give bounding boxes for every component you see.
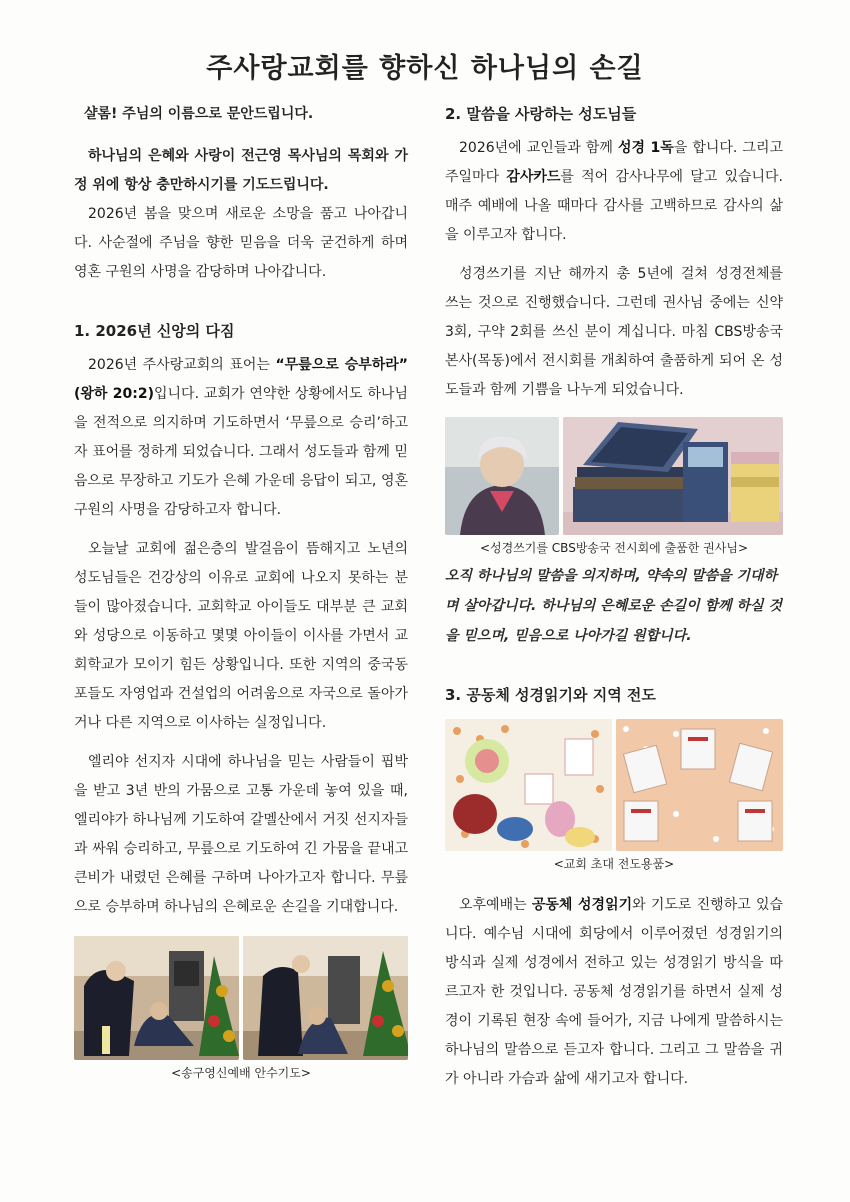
page-title: 주사랑교회를 향하신 하나님의 손길 [206, 53, 644, 84]
blessing: 하나님의 은혜와 사랑이 전근영 목사님의 목회와 가정 위에 항상 충만하시기를 기도드립니다. [74, 148, 408, 193]
section2-paragraph2: 성경쓰기를 지난 해까지 총 5년에 걸쳐 성경전체를 쓰는 것으로 진행했습니다. 그런데 권사님 중에는 신약 3회, 구약 2회를 쓰신 분이 계십니다. 마침 CBS방송국 본사(목동)에서 전시회를 개최하여 출품하게 되어 온 성도들과 함께 기쁨을 나누게 되었습니다. [445, 266, 783, 398]
section1-paragraph2: 오늘날 교회에 젊은층의 발걸음이 뜸해지고 노년의 성도님들은 건강상의 이유로 교회에 나오지 못하는 분들이 많아졌습니다. 교회학교 아이들도 대부분 큰 교회와 성당으로 이동하고 몇몇 아이들이 이사를 가면서 교회학교가 모이기 힘든 상황입니다. 또한 지역의 중국동포들도 자영업과 건설업의 어려움으로 자국으로 돌아가거나 다른 지역으로 이사하는 실정입니다. [74, 541, 408, 731]
prayer-caption: <송구영신예배 안수기도> [171, 1066, 311, 1080]
evangelism-photo-1 [445, 719, 612, 851]
right-column [445, 102, 783, 1094]
bible-notebooks-photo [563, 417, 783, 535]
evangelism-caption: <교회 초대 전도용품> [553, 857, 675, 871]
section2-heading: 2. 말씀을 사랑하는 성도님들 [445, 105, 637, 123]
handwritten-note: 오직 하나님의 말씀을 의지하며, 약속의 말씀을 기대하며 살아갑니다. 하나님의 은혜로운 손길이 함께 하실 것을 믿으며, 믿음으로 나아가길 원합니다. [445, 568, 782, 644]
prayer-photos [74, 936, 408, 1060]
elder-photo [445, 417, 559, 535]
prayer-photo-2 [243, 936, 408, 1060]
motto: “무릎으로 승부하라” (왕하 20:2) [74, 357, 408, 402]
section3-heading: 3. 공동체 성경읽기와 지역 전도 [445, 686, 656, 704]
section1-heading: 1. 2026년 신앙의 다짐 [74, 322, 235, 340]
evangelism-photos [445, 719, 783, 851]
left-column [74, 102, 408, 1086]
greeting: 샬롬! 주님의 이름으로 문안드립니다. [84, 106, 314, 122]
bible-writing-caption: <성경쓰기를 CBS방송국 전시회에 출품한 권사님> [479, 541, 749, 555]
bible-writing-photos [445, 417, 783, 535]
prayer-photo-1 [74, 936, 239, 1060]
intro-paragraph: 2026년 봄을 맞으며 새로운 소망을 품고 나아갑니다. 사순절에 주님을 향한 믿음을 더욱 굳건하게 하며 영혼 구원의 사명을 감당하며 나아갑니다. [74, 206, 408, 280]
section1-paragraph3: 엘리야 선지자 시대에 하나님을 믿는 사람들이 핍박을 받고 3년 반의 가뭄으로 고통 가운데 놓여 있을 때, 엘리야가 하나님께 기도하여 갈멜산에서 거짓 선지자들과 싸워 승리하고, 무릎으로 기도하여 긴 가뭄을 끝내고 큰비가 내렸던 은혜를 구하며 나아가고자 합니다. 무릎으로 승부하며 하나님의 은혜로운 손길을 기대합니다. [74, 754, 408, 915]
section1-paragraph1: 2026년 주사랑교회의 표어는 “무릎으로 승부하라” (왕하 20:2)입니다. 교회가 연약한 상황에서도 하나님을 전적으로 의지하며 기도하면서 ‘무릎으로 승리’하고자 표어를 정하게 되었습니다. 그래서 성도들과 함께 믿음으로 무장하고 기도가 은혜 가운데 응답이 되고, 영혼 구원의 사명을 감당하고자 합니다. [74, 357, 408, 518]
section2-paragraph1: 2026년에 교인들과 함께 성경 1독을 합니다. 그리고 주일마다 감사카드를 적어 감사나무에 달고 있습니다. 매주 예배에 나올 때마다 감사를 고백하므로 감사의 삶을 이루고자 합니다. [445, 140, 784, 243]
section3-paragraph: 오후예배는 공동체 성경읽기와 기도로 진행하고 있습니다. 예수님 시대에 회당에서 이루어졌던 성경읽기의 방식과 실제 성경에서 전하고 있는 성경읽기 방식을 따르고자 한 것입니다. 공동체 성경읽기를 하면서 실제 성경이 기록된 현장 속에 들어가, 지금 나에게 말씀하시는 하나님의 말씀으로 듣고자 합니다. 그리고 그 말씀을 귀가 아니라 가슴과 삶에 새기고자 합니다. [445, 897, 783, 1087]
evangelism-photo-2 [616, 719, 783, 851]
